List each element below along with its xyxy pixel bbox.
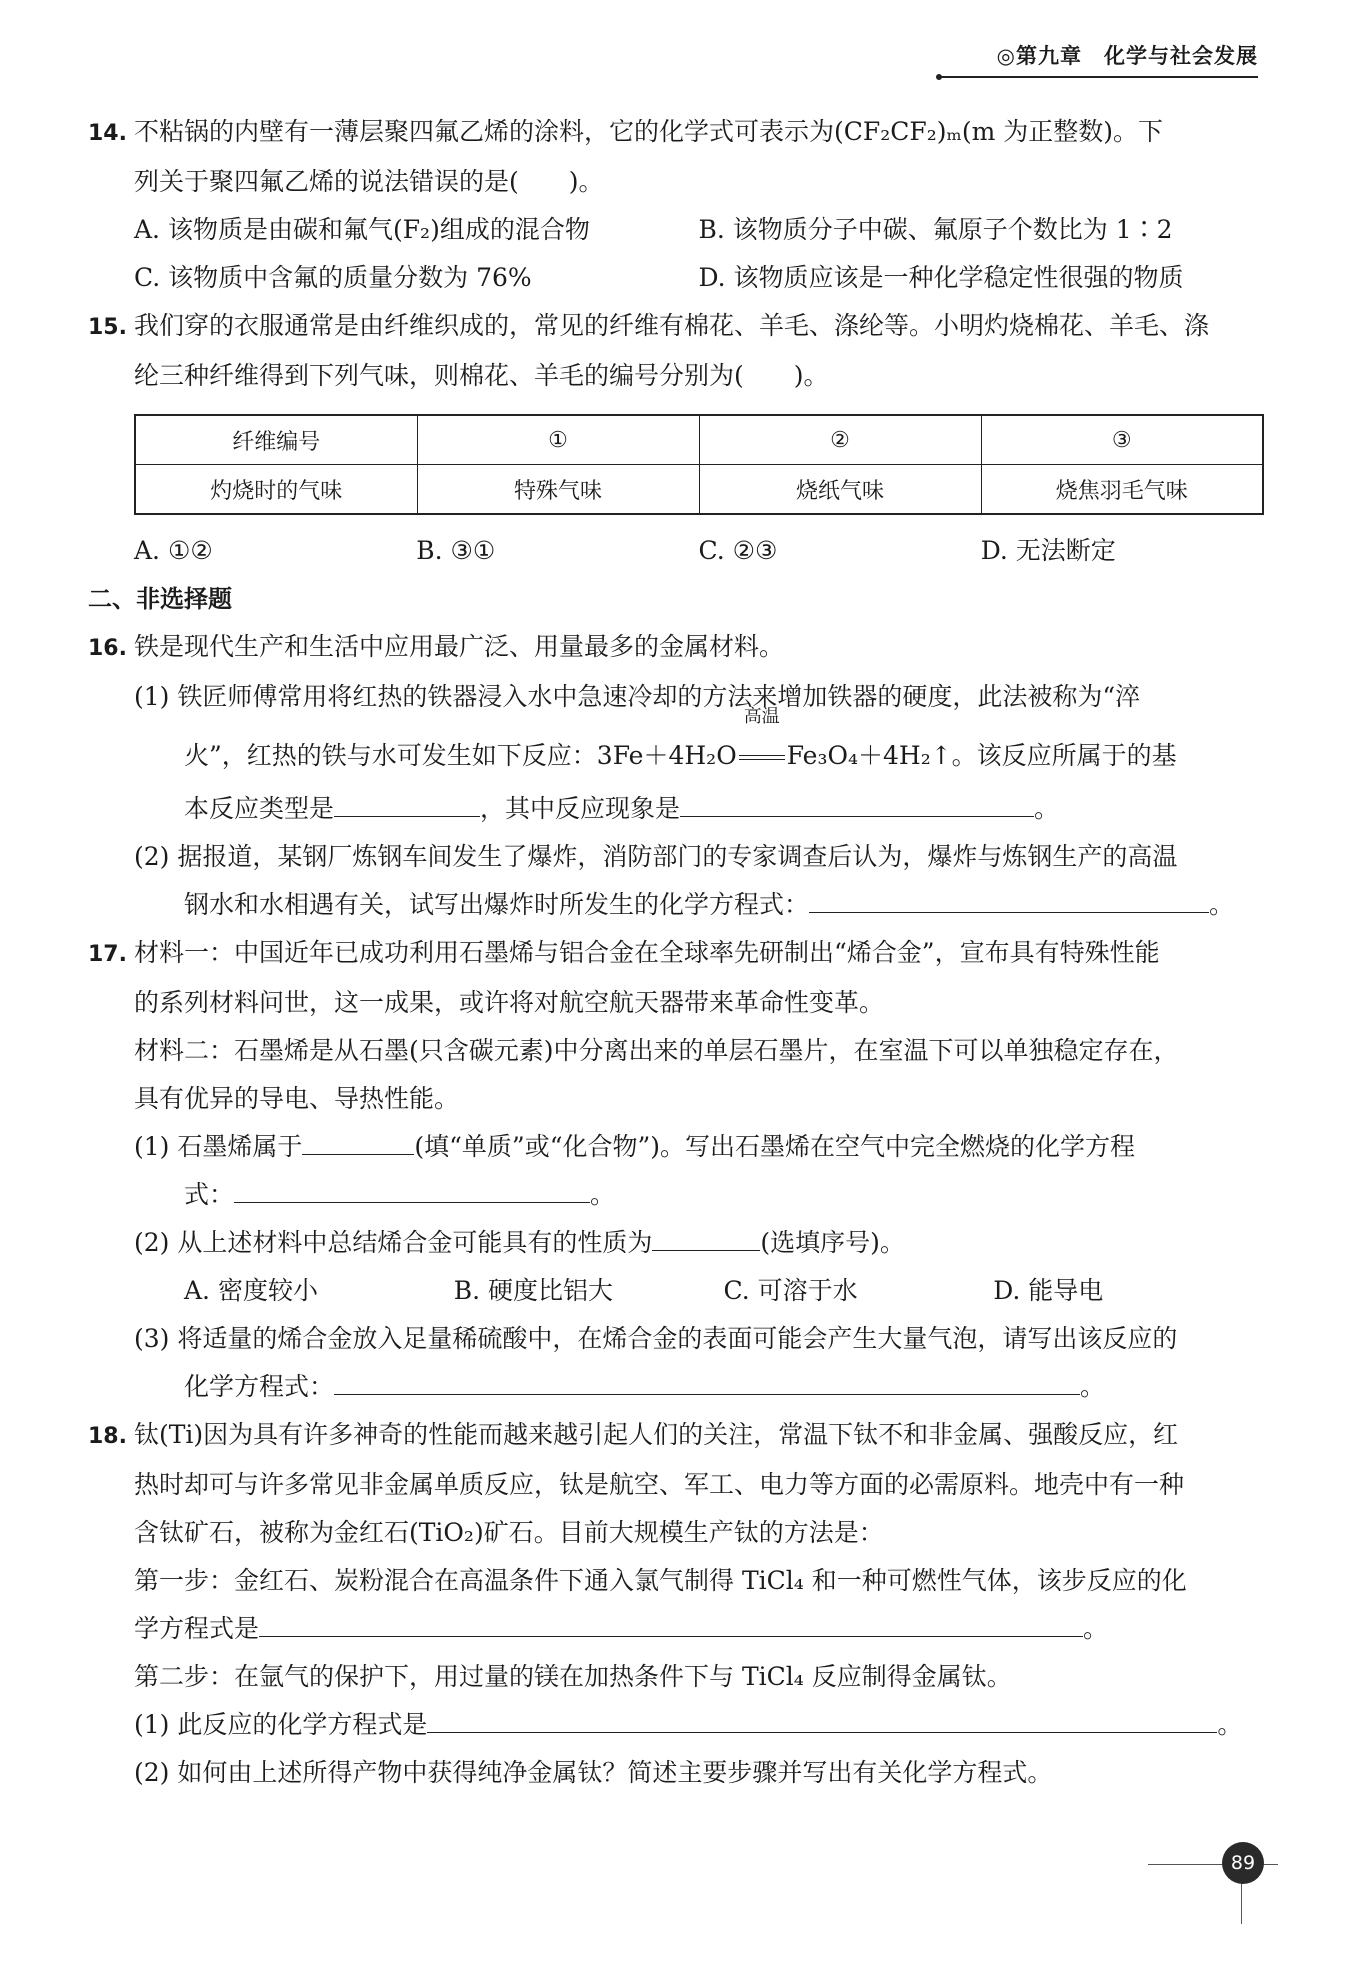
q16-text-1: 铁是现代生产和生活中应用最广泛、用量最多的金属材料。: [134, 632, 785, 661]
phenomenon-blank[interactable]: [680, 792, 1034, 817]
q18-text-3: 含钛矿石，被称为金红石(TiO₂)矿石。目前大规模生产钛的方法是：: [134, 1518, 884, 1547]
q14-text-1: 不粘锅的内壁有一薄层聚四氟乙烯的涂料，它的化学式可表示为(CF₂CF₂)ₘ(m 为正整数)。下: [134, 117, 1163, 146]
q18-part1-line: [88, 1701, 1263, 1749]
page-content: [88, 108, 1263, 1797]
q17-prompt-2: (2) 从上述材料中总结烯合金可能具有的性质为: [134, 1228, 653, 1257]
q16-prompt-phenomenon: ，其中反应现象是: [480, 794, 681, 823]
q16-equation-right: Fe₃O₄＋4H₂↑。该反应所属于的基: [786, 741, 1177, 770]
q14-options-row-2: [88, 254, 1263, 302]
q14-options-row-1: [88, 206, 1263, 254]
q17-part1-line-b: [88, 1171, 1263, 1219]
period: 。: [1217, 1710, 1243, 1739]
period: 。: [1034, 794, 1060, 823]
q17-options: [88, 1267, 1263, 1315]
q17-material2-a: 材料二：石墨烯是从石墨(只含碳元素)中分离出来的单层石墨片，在室温下可以单独稳定存在，: [134, 1036, 1179, 1065]
q14-option-a[interactable]: A. 该物质是由碳和氟气(F₂)组成的混合物: [134, 215, 590, 244]
combustion-equation-blank[interactable]: [234, 1178, 590, 1203]
section-title: 二、非选择题: [88, 585, 232, 613]
reaction-type-blank[interactable]: [334, 792, 480, 817]
q16-equation-left: 火”，红热的铁与水可发生如下反应：3Fe＋4H₂O: [184, 741, 737, 770]
q15-line-1: [88, 302, 1263, 352]
q17-part3-line-b: [88, 1363, 1263, 1411]
q17-prompt-1: (1) 石墨烯属于: [134, 1132, 303, 1161]
q16-line-1: [88, 623, 1263, 673]
reaction-arrow: [739, 706, 785, 785]
q17-option-a[interactable]: A. 密度较小: [184, 1276, 318, 1305]
q14-number: 14.: [88, 121, 127, 146]
table-cell: ②: [699, 415, 981, 465]
q17-part1-line-a: [88, 1123, 1263, 1171]
q18-number: 18.: [88, 1424, 127, 1449]
q14-option-b[interactable]: B. 该物质分子中碳、氟原子个数比为 1∶2: [698, 215, 1173, 244]
step1-equation-blank[interactable]: [259, 1612, 1083, 1637]
table-cell: 纤维编号: [135, 415, 417, 465]
table-cell: 烧焦羽毛气味: [981, 465, 1263, 515]
q15-option-a[interactable]: A. ①②: [134, 536, 213, 565]
q18-line-1: [88, 1411, 1263, 1461]
period: 。: [590, 1180, 616, 1209]
q17-part3-line-a: (3) 将适量的烯合金放入足量稀硫酸中，在烯合金的表面可能会产生大量气泡，请写出该反应的: [134, 1324, 1178, 1353]
q16-part1-line-b: [88, 706, 1263, 785]
q14-text-2: 列关于聚四氟乙烯的说法错误的是( )。: [134, 167, 604, 196]
q18-step2: 第二步：在氩气的保护下，用过量的镁在加热条件下与 TiCl₄ 反应制得金属钛。: [134, 1662, 1012, 1691]
q17-option-d[interactable]: D. 能导电: [993, 1276, 1104, 1305]
q18-step1-a: 第一步：金红石、炭粉混合在高温条件下通入氯气制得 TiCl₄ 和一种可燃性气体，该步反应的化: [134, 1566, 1187, 1595]
q15-text-1: 我们穿的衣服通常是由纤维织成的，常见的纤维有棉花、羊毛、涤纶等。小明灼烧棉花、羊毛、涤: [134, 311, 1210, 340]
q16-part1-line-c: [88, 785, 1263, 833]
q15-text-2: 纶三种纤维得到下列气味，则棉花、羊毛的编号分别为( )。: [134, 361, 829, 390]
q17-material1-b: 的系列材料问世，这一成果，或许将对航空航天器带来革命性变革。: [134, 988, 885, 1017]
q16-number: 16.: [88, 636, 127, 661]
q16-prompt-type: 本反应类型是: [184, 794, 335, 823]
q18-text-2: 热时却可与许多常见非金属单质反应，钛是航空、军工、电力等方面的必需原料。地壳中有一种: [134, 1470, 1185, 1499]
table-cell: ③: [981, 415, 1263, 465]
table-cell: ①: [417, 415, 699, 465]
table-row: [135, 415, 1263, 465]
q17-prompt-1b: (填“单质”或“化合物”)。写出石墨烯在空气中完全燃烧的化学方程: [414, 1132, 1136, 1161]
q17-material2-b: 具有优异的导电、导热性能。: [134, 1084, 460, 1113]
period: 。: [1083, 1614, 1109, 1643]
q17-prompt-3: 化学方程式：: [184, 1372, 335, 1401]
q16-part2-line-b: [88, 881, 1263, 929]
acid-reaction-equation-blank[interactable]: [334, 1370, 1080, 1395]
q14-line-1: [88, 108, 1263, 158]
q15-number: 15.: [88, 315, 127, 340]
substance-type-blank[interactable]: [302, 1130, 414, 1155]
period: 。: [1209, 890, 1235, 919]
chapter-header: ◎第九章 化学与社会发展: [996, 44, 1258, 68]
q14-option-d[interactable]: D. 该物质应该是一种化学稳定性很强的物质: [698, 263, 1184, 292]
property-choice-blank[interactable]: [652, 1226, 760, 1251]
page-number: 89: [1222, 1842, 1264, 1884]
table-cell: 灼烧时的气味: [135, 465, 417, 515]
q14-option-c[interactable]: C. 该物质中含氟的质量分数为 76%: [134, 263, 532, 292]
page-number-marker: [1148, 1828, 1278, 1918]
q17-option-b[interactable]: B. 硬度比铝大: [453, 1276, 614, 1305]
q17-number: 17.: [88, 942, 127, 967]
step2-equation-blank[interactable]: [427, 1708, 1217, 1733]
q18-text-1: 钛(Ti)因为具有许多神奇的性能而越来越引起人们的关注，常温下钛不和非金属、强酸反应，红: [134, 1420, 1179, 1449]
header-rule: [940, 76, 1258, 78]
reaction-condition: 高温: [743, 706, 780, 727]
explosion-equation-blank[interactable]: [809, 888, 1209, 913]
q15-option-c[interactable]: C. ②③: [698, 536, 778, 565]
q15-option-b[interactable]: B. ③①: [416, 536, 496, 565]
q17-option-c[interactable]: C. 可溶于水: [723, 1276, 858, 1305]
fiber-odor-table: [134, 414, 1264, 515]
table-cell: 烧纸气味: [699, 465, 981, 515]
period: 。: [1080, 1372, 1106, 1401]
q17-material1-a: 材料一：中国近年已成功利用石墨烯与铝合金在全球率先研制出“烯合金”，宣布具有特殊性能: [134, 938, 1160, 967]
q18-step1-b: [88, 1605, 1263, 1653]
q17-line-1: [88, 929, 1263, 979]
q18-prompt-step1: 学方程式是: [134, 1614, 260, 1643]
q15-option-d[interactable]: D. 无法断定: [980, 536, 1116, 565]
q16-prompt-equation: 钢水和水相遇有关，试写出爆炸时所发生的化学方程式：: [184, 890, 810, 919]
q18-part2-line: (2) 如何由上述所得产物中获得纯净金属钛？简述主要步骤并写出有关化学方程式。: [134, 1758, 1053, 1787]
q17-prompt-2b: (选填序号)。: [760, 1228, 905, 1257]
q17-prompt-formula: 式：: [184, 1180, 235, 1209]
q17-part2-line: [88, 1219, 1263, 1267]
table-cell: 特殊气味: [417, 465, 699, 515]
table-row: [135, 465, 1263, 515]
q15-options: [88, 527, 1263, 575]
q16-part2-line-a: (2) 据报道，某钢厂炼钢车间发生了爆炸，消防部门的专家调查后认为，爆炸与炼钢生产的高温: [134, 842, 1178, 871]
q16-part1-line-a: (1) 铁匠师傅常用将红热的铁器浸入水中急速冷却的方法来增加铁器的硬度，此法被称为“淬: [134, 682, 1141, 711]
q18-prompt-1: (1) 此反应的化学方程式是: [134, 1710, 428, 1739]
equals-bar: [739, 755, 785, 760]
